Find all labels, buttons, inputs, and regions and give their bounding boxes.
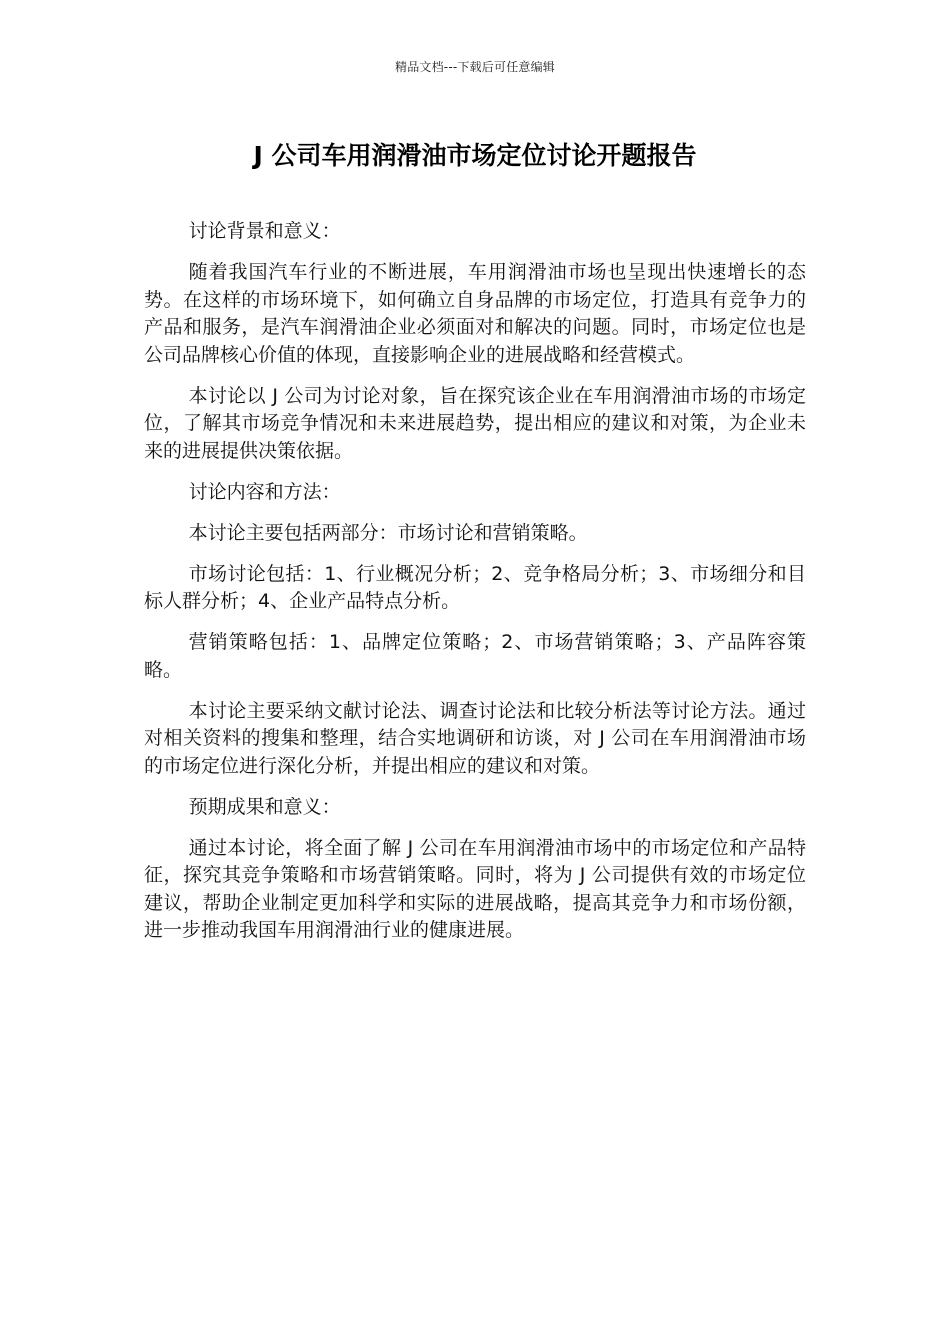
paragraph-market-research: 市场讨论包括：1、行业概况分析；2、竞争格局分析；3、市场细分和目标人群分析；4、企业产品特点分析。 xyxy=(144,562,806,612)
section-heading-expected-results: 预期成果和意义： xyxy=(188,795,341,818)
paragraph-marketing-strategy: 营销策略包括：1、品牌定位策略；2、市场营销策略；3、产品阵容策略。 xyxy=(144,631,806,681)
paragraph-background-1: 随着我国汽车行业的不断进展，车用润滑油市场也呈现出快速增长的态势。在这样的市场环境下，如何确立自身品牌的市场定位，打造具有竞争力的产品和服务，是汽车润滑油企业必须面对和解决的问题。同时，市场定位也是公司品牌核心价值的体现，直接影响企业的进展战略和经营模式。 xyxy=(144,261,806,366)
paragraph-content-overview: 本讨论主要包括两部分：市场讨论和营销策略。 xyxy=(188,521,588,544)
section-heading-background: 讨论背景和意义： xyxy=(188,220,341,242)
paragraph-background-2: 本讨论以 J 公司为讨论对象，旨在探究该企业在车用润滑油市场的市场定位，了解其市场竞争情况和未来进展趋势，提出相应的建议和对策，为企业未来的进展提供决策依据。 xyxy=(144,384,806,462)
paragraph-research-methods: 本讨论主要采纳文献讨论法、调查讨论法和比较分析法等讨论方法。通过对相关资料的搜集和整理，结合实地调研和访谈，对 J 公司在车用润滑油市场的市场定位进行深化分析，并提出相应的建议和对策。 xyxy=(144,699,806,777)
section-heading-content-methods: 讨论内容和方法： xyxy=(188,480,341,503)
page-header: 精品文档---下载后可任意编辑 xyxy=(395,60,555,74)
document-body xyxy=(144,218,806,958)
document-title: J 公司车用润滑油市场定位讨论开题报告 xyxy=(253,141,697,170)
paragraph-expected-results: 通过本讨论，将全面了解 J 公司在车用润滑油市场中的市场定位和产品特征，探究其竞争策略和市场营销策略。同时，将为 J 公司提供有效的市场定位建议，帮助企业制定更加科学和实际的进展战略，提高其竞争力和市场份额，进一步推动我国车用润滑油行业的健康进展。 xyxy=(144,836,806,941)
